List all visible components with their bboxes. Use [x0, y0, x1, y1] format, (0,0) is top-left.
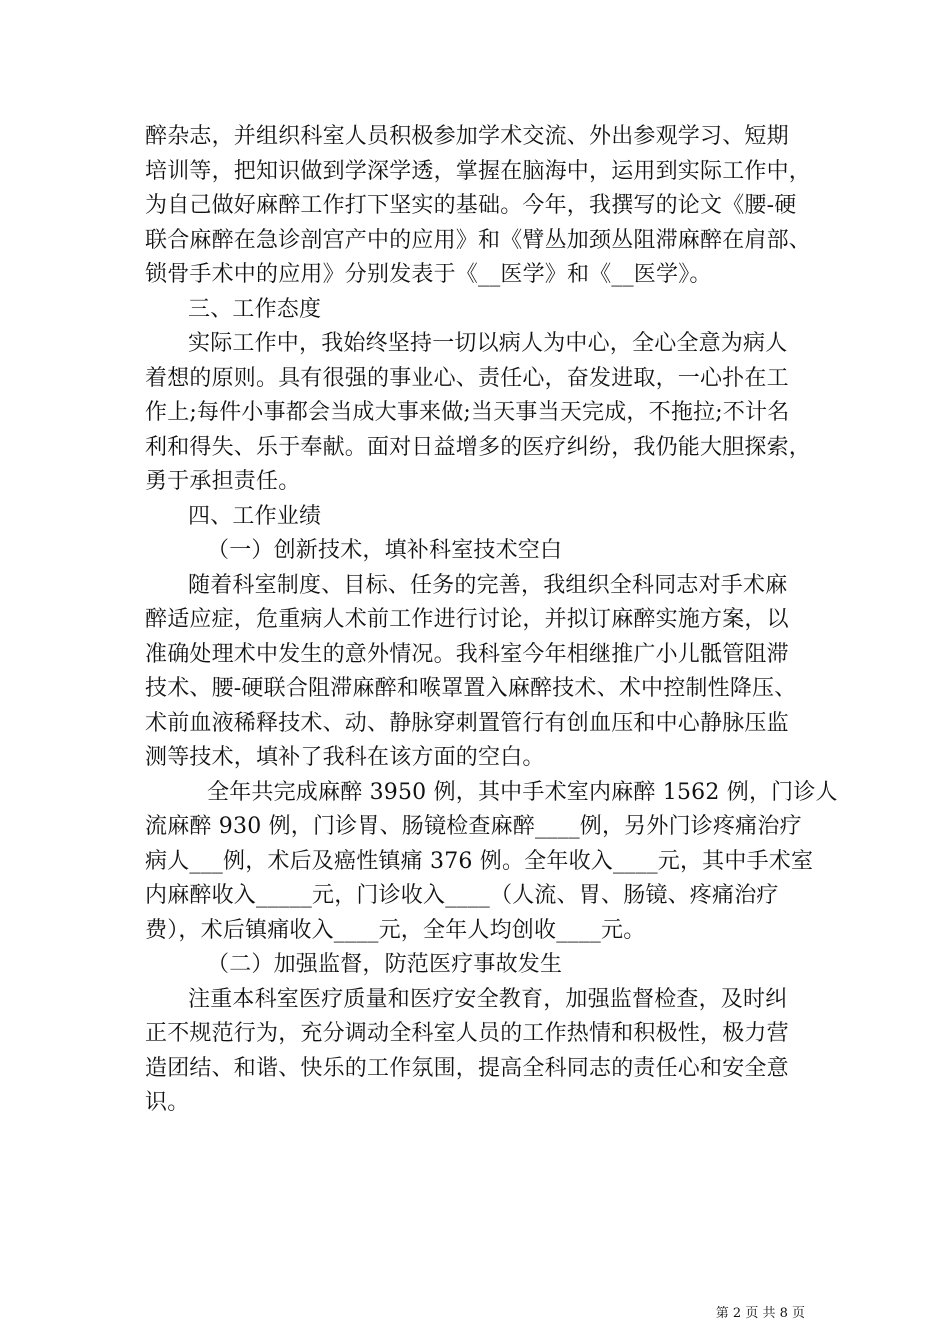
paragraph-line: 利和得失、乐于奉献。面对日益增多的医疗纠纷，我仍能大胆探索，	[145, 434, 812, 460]
paragraph-line: 造团结、和谐、快乐的工作氛围，提高全科同志的责任心和安全意	[145, 1055, 789, 1081]
paragraph-line: 流麻醉 930 例，门诊胃、肠镜检查麻醉____例，另外门诊疼痛治疗	[145, 814, 802, 839]
paragraph-line: 勇于承担责任。	[145, 469, 301, 494]
paragraph-line: 费），术后镇痛收入____元，全年人均创收____元。	[145, 917, 646, 943]
paragraph-line: 随着科室制度、目标、任务的完善，我组织全科同志对手术麻	[188, 572, 788, 598]
paragraph-line: 培训等，把知识做到学深学透，掌握在脑海中，运用到实际工作中，	[145, 158, 812, 184]
paragraph-line: 注重本科室医疗质量和医疗安全教育，加强监督检查，及时纠	[188, 986, 788, 1012]
section-heading-work-performance: 四、工作业绩	[188, 503, 322, 529]
paragraph-line: 实际工作中，我始终坚持一切以病人为中心，全心全意为病人	[188, 331, 788, 356]
subsection-heading-innovation: （一）创新技术，填补科室技术空白	[207, 538, 563, 563]
paragraph-line: 着想的原则。具有很强的事业心、责任心，奋发进取，一心扑在工	[145, 365, 789, 391]
paragraph-line: 病人___例，术后及癌性镇痛 376 例。全年收入____元，其中手术室	[145, 848, 814, 874]
paragraph-line: 准确处理术中发生的意外情况。我科室今年相继推广小儿骶管阻滞	[145, 641, 789, 667]
paragraph-line: 醉适应症，危重病人术前工作进行讨论，并拟订麻醉实施方案，以	[145, 607, 789, 632]
section-heading-work-attitude: 三、工作态度	[188, 296, 322, 322]
paragraph-line: 内麻醉收入_____元，门诊收入____（人流、胃、肠镜、疼痛治疗	[145, 883, 779, 908]
paragraph-line: 联合麻醉在急诊剖宫产中的应用》和《臂丛加颈丛阻滞麻醉在肩部、	[145, 227, 812, 253]
paragraph-line: 锁骨手术中的应用》分别发表于《__医学》和《__医学》。	[145, 262, 712, 287]
paragraph-line: 术前血液稀释技术、动、静脉穿刺置管行有创血压和中心静脉压监	[145, 710, 789, 736]
paragraph-line: 全年共完成麻醉 3950 例，其中手术室内麻醉 1562 例，门诊人	[207, 779, 838, 805]
paragraph-line: 技术、腰-硬联合阻滞麻醉和喉罩置入麻醉技术、术中控制性降压、	[145, 676, 797, 701]
paragraph-line: 作上;每件小事都会当成大事来做;当天事当天完成，不拖拉;不计名	[145, 400, 790, 425]
paragraph-line: 正不规范行为，充分调动全科室人员的工作热情和积极性，极力营	[145, 1021, 789, 1046]
paragraph-line: 为自己做好麻醉工作打下坚实的基础。今年，我撰写的论文《腰-硬	[145, 193, 797, 218]
paragraph-line: 识。	[145, 1090, 190, 1115]
page-number: 第 2 页 共 8 页	[715, 1306, 805, 1321]
paragraph-line: 醉杂志，并组织科室人员积极参加学术交流、外出参观学习、短期	[145, 124, 789, 149]
paragraph-line: 测等技术，填补了我科在该方面的空白。	[145, 745, 545, 770]
subsection-heading-supervision: （二）加强监督，防范医疗事故发生	[207, 952, 563, 977]
document-body	[145, 120, 838, 1121]
